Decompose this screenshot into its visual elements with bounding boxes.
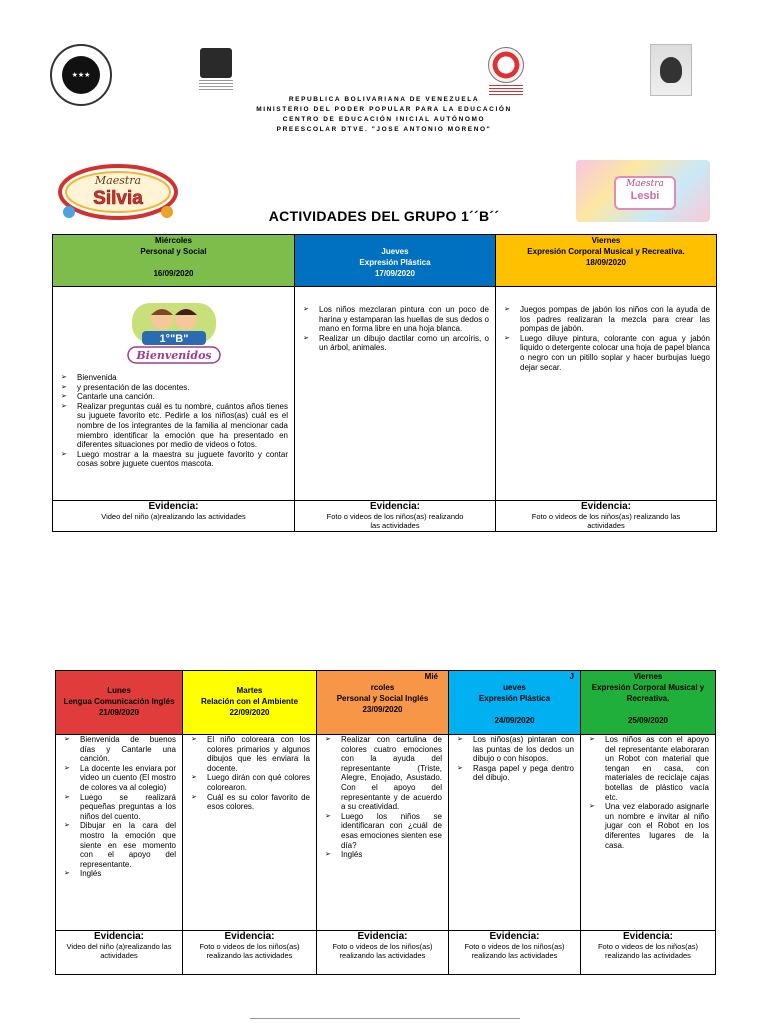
day-label: Viernes — [633, 672, 663, 681]
list-item: ➢ Luego los niños se identificaran con ¿cuál de esas emociones sienten ese día? — [325, 811, 442, 850]
week1-header-friday — [496, 235, 717, 287]
day-label: Viernes — [591, 236, 621, 245]
evidence-title: Evidencia: — [489, 931, 540, 942]
list-item: ➢ Bienvenida de buenos días y Cantarle una canción. — [64, 735, 176, 764]
header-line-2: MINISTERIO DEL PODER POPULAR PARA LA EDUCACIÓN — [256, 106, 512, 113]
week2-body-friday — [581, 735, 716, 931]
week2-table — [55, 670, 716, 975]
list-item: ➢ Juegos pompas de jabón los niños con la ayuda de los padres realizaran la mezcla para crear las pompas de jabón. — [504, 305, 710, 334]
evidence-title: Evidencia: — [148, 501, 199, 512]
activity-list — [53, 373, 294, 469]
list-item: ➢ Realizar preguntas cuál es tu nombre, cuántos años tienes su juguete favorito etc. Pedirle a los niños(as) cuál es el nombre de los integrantes de la familia al mencionar cada miembro identificar la emoción que ha presentado en diferentes situaciones por medio de videos o fotos. — [61, 401, 288, 450]
evidence-title: Evidencia: — [580, 501, 632, 512]
week2-header-wednesday — [317, 671, 449, 735]
evidence-title: Evidencia: — [622, 931, 674, 942]
list-item: ➢ Realizar un dibujo dactilar como un arcoíris, o un árbol, animales. — [303, 333, 489, 353]
area-label: Personal y Social — [140, 247, 207, 256]
header-line-3: CENTRO DE EDUCACIÓN INICIAL AUTÓNOMO — [282, 116, 486, 123]
day-label-a: J — [569, 672, 574, 681]
list-item: ➢ Los niños as con el apoyo del representante elaboraran un Robot con material que tengan en casa, con materiales de reciclaje cajas botellas de plástico vacía etc. — [589, 735, 709, 802]
evidence-title: Evidencia: — [93, 931, 145, 942]
week2-header-thursday — [449, 671, 581, 735]
week1-body-wednesday — [53, 287, 295, 501]
list-item: ➢ La docente les enviara por video un cuento (El mostro de colores va al colegio) — [64, 763, 176, 792]
banner-left-top: Maestra — [94, 174, 142, 187]
list-item: ➢ Luego diluye pintura, colorante con agua y jabón liquido o detergente colocar una hoja de papel blanca o negro con un pitillo soplar y hacer burbujas luego dejar secar. — [504, 333, 710, 372]
week2-body-monday — [56, 735, 183, 931]
area-label: Personal y Social Inglés — [336, 694, 429, 703]
list-item: ➢ Inglés — [325, 850, 363, 860]
page-title: ACTIVIDADES DEL GRUPO 1´´B´´ — [268, 208, 500, 224]
week2-body-tuesday — [183, 735, 317, 931]
star-emblem-icon: ★★★ — [62, 56, 100, 94]
week2-body-thursday — [449, 735, 581, 931]
list-item: ➢ Inglés — [64, 869, 102, 879]
activity-list — [183, 735, 316, 812]
area-label: Relación con el Ambiente — [200, 697, 299, 706]
date-label: 17/09/2020 — [374, 269, 416, 278]
week2-header-monday — [56, 671, 183, 735]
header-line-4: PREESCOLAR DTVE. "JOSE ANTONIO MORENO" — [276, 126, 492, 133]
list-item: ➢ Bienvenida — [61, 373, 117, 382]
activity-list — [317, 735, 448, 860]
header-line-1: REPUBLICA BOLIVARIANA DE VENEZUELA — [288, 96, 480, 103]
evidence-text: Foto o videos de los niños(as) realizando las actividades — [332, 942, 433, 960]
week2-evidence-friday — [581, 931, 716, 975]
week2-evidence-thursday — [449, 931, 581, 975]
evidence-text: Video del niño (a)realizando las actividades — [101, 512, 246, 521]
banner-left-name: Silvia — [93, 188, 143, 209]
activity-list — [449, 735, 580, 783]
week2-evidence-wednesday — [317, 931, 449, 975]
list-item: ➢ Una vez elaborado asignarle un nombre e invitar al niño jugar con el Robot en los diferentes lugares de la casa. — [589, 802, 709, 850]
evidence-text: Foto o videos de los niños(as) realizando las actividades — [326, 512, 464, 530]
activity-list — [295, 305, 495, 353]
date-label: 24/09/2020 — [494, 716, 535, 725]
list-item: ➢ Luego dirán con qué colores colorearon. — [191, 773, 310, 792]
list-item: ➢ Luego se realizará pequeñas preguntas a los niños del cuento. — [64, 792, 176, 821]
week1-header-wednesday — [53, 235, 295, 287]
week1-body-thursday — [295, 287, 496, 501]
list-item: ➢ y presentación de las docentes. — [61, 382, 190, 392]
day-label-a: Mié — [424, 672, 438, 681]
week2-evidence-tuesday — [183, 931, 317, 975]
list-item: ➢ Luego mostrar a la maestra su juguete favorito y contar cosas sobre juguete cuentos mascota. — [61, 449, 288, 469]
institution-logo — [488, 47, 524, 95]
date-label: 23/09/2020 — [362, 705, 403, 714]
evidence-text: Foto o videos de los niños(as) realizando las actividades — [531, 512, 681, 530]
list-item: ➢ Cuál es su color favorito de esos colores. — [191, 792, 310, 812]
day-label-b: ueves — [503, 683, 526, 692]
date-label: 21/09/2020 — [98, 708, 140, 717]
week1-header-thursday — [295, 235, 496, 287]
area-label: Expresión Plástica — [359, 258, 431, 267]
week2-evidence-monday — [56, 931, 183, 975]
week1-body-friday — [496, 287, 717, 501]
list-item: ➢ Cantarle una canción. — [61, 392, 155, 402]
list-item: ➢ El niño coloreara con los colores primarios y algunos dibujos que les enviara la docente. — [191, 735, 310, 773]
evidence-text: Foto o videos de los niños(as) realizando las actividades — [597, 942, 699, 960]
week1-evidence-friday — [496, 501, 717, 532]
evidence-text: Foto o videos de los niños(as) realizando las actividades — [464, 942, 565, 960]
date-label: 22/09/2020 — [229, 708, 270, 717]
day-label-b: rcoles — [370, 683, 395, 692]
day-label: Lunes — [107, 686, 131, 695]
date-label: 16/09/2020 — [153, 269, 194, 278]
week2-body-wednesday — [317, 735, 449, 931]
list-item: ➢ Dibujar en la cara del mostro la emoción que siente en ese momento con el apoyo del representante. — [64, 821, 176, 869]
day-label: Martes — [236, 686, 263, 695]
week2-header-friday — [581, 671, 716, 735]
week1-evidence-thursday — [295, 501, 496, 532]
area-label: Expresión Corporal Musical y Recreativa. — [527, 247, 685, 256]
list-item: ➢ Realizar con cartulina de colores cuatro emociones con la ayuda del representante (Triste, Alegre, Enojado, Asustado. Con el apoyo del representante y de acuerdo a su creatividad. — [325, 735, 442, 812]
date-label: 25/09/2020 — [627, 716, 669, 725]
area-label: Expresión Corporal Musical y Recreativa. — [591, 683, 705, 703]
week2-header-tuesday — [183, 671, 317, 735]
activity-list — [581, 735, 715, 850]
institution-header — [0, 95, 768, 135]
portrait-photo — [650, 44, 692, 96]
area-label: Lengua Comunicación Inglés — [63, 697, 175, 706]
list-item: ➢ Los niños(as) pintaran con las puntas de los dedos un dibujo o con hisopos. — [457, 735, 574, 764]
evidence-text: Video del niño (a)realizando las actividades — [66, 942, 172, 960]
banner-right-top: Maestra — [626, 179, 664, 189]
day-label: Jueves — [381, 247, 409, 256]
welcome-group-text: 1°"B" — [159, 333, 188, 345]
date-label: 18/09/2020 — [585, 258, 627, 267]
evidence-title: Evidencia: — [369, 501, 421, 512]
ministry-logo — [199, 48, 233, 90]
welcome-text: Bienvenidos — [135, 349, 212, 362]
area-label: Expresión Plástica — [478, 694, 551, 703]
day-label: Miércoles — [155, 236, 192, 245]
evidence-title: Evidencia: — [224, 931, 275, 942]
week1-table — [52, 234, 717, 532]
list-item: ➢ Rasga papel y pega dentro del dibujo. — [457, 763, 574, 783]
activity-list — [496, 305, 716, 372]
week1-evidence-wednesday — [53, 501, 295, 532]
evidence-title: Evidencia: — [357, 931, 408, 942]
bienvenidos-graphic — [124, 301, 224, 367]
footer-divider — [250, 1018, 520, 1019]
banner-right-name: Lesbi — [630, 190, 660, 202]
activity-list — [56, 735, 182, 879]
list-item: ➢ Los niños mezclaran pintura con un poco de harina y estamparan las huellas de sus dedos o mano en forma libre en una hoja blanca. — [303, 305, 489, 334]
evidence-text: Foto o videos de los niños(as) realizando las actividades — [199, 942, 300, 960]
